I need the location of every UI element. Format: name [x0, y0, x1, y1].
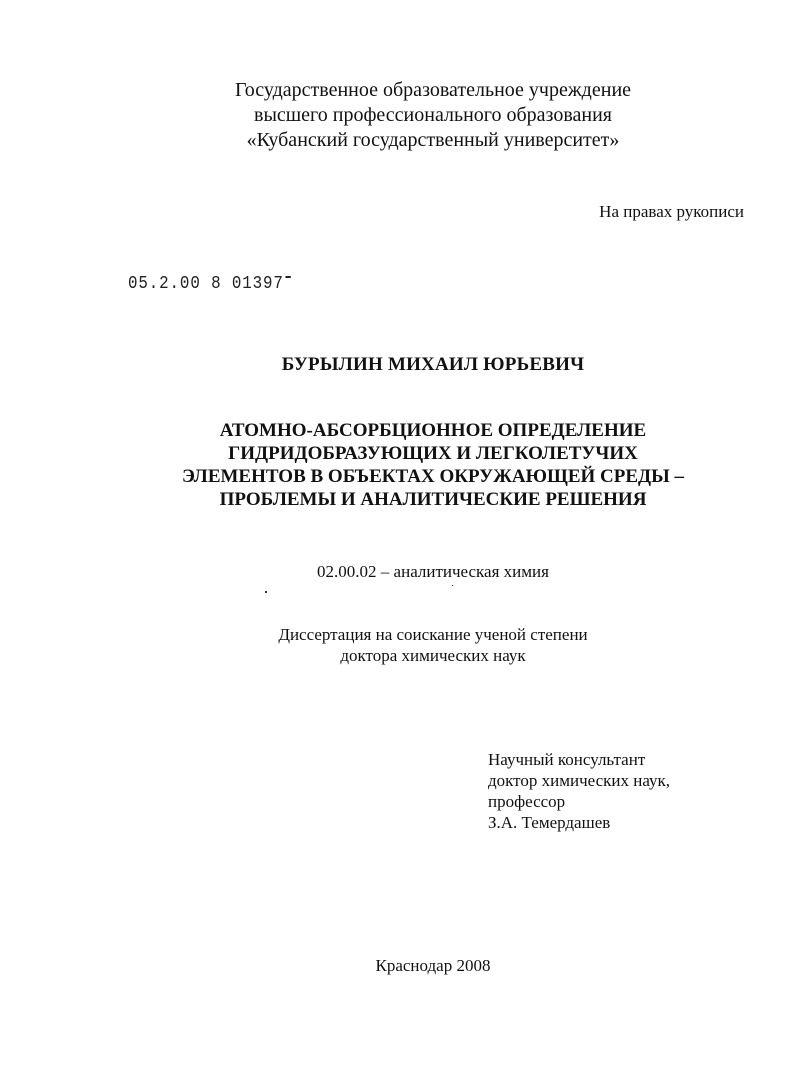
author-name: БУРЫЛИН МИХАИЛ ЮРЬЕВИЧ [281, 354, 585, 375]
city-year: Краснодар 2008 [375, 956, 491, 975]
degree-statement [0, 624, 792, 666]
consultant-line-1: Научный консультант [488, 750, 646, 769]
institution-line-1: Государственное образовательное учреждение [234, 79, 632, 101]
scientific-consultant [488, 749, 670, 833]
specialty-code: 02.00.02 – аналитическая химия [317, 562, 549, 581]
title-line-1: АТОМНО-АБСОРБЦИОННОЕ ОПРЕДЕЛЕНИЕ [219, 420, 647, 441]
degree-line-1: Диссертация на соискание ученой степени [278, 625, 588, 644]
dissertation-title [0, 419, 792, 511]
catalog-number: 05.2.00 8 01397 [128, 274, 284, 294]
consultant-line-2: доктор химических наук, [488, 771, 671, 790]
consultant-line-4: З.А. Темердашев [488, 813, 611, 832]
title-line-3: ЭЛЕМЕНТОВ В ОБЪЕКТАХ ОКРУЖАЮЩЕЙ СРЕДЫ – [181, 466, 685, 487]
stamp-mark [286, 276, 291, 278]
scan-speck [452, 585, 453, 586]
title-line-2: ГИДРИДОБРАЗУЮЩИХ И ЛЕГКОЛЕТУЧИХ [228, 443, 638, 464]
degree-line-2: доктора химических наук [340, 646, 526, 665]
institution-line-2: высшего профессионального образования [254, 104, 612, 126]
institution-line-3: «Кубанский государственный университет» [246, 129, 620, 151]
institution-header [0, 78, 792, 153]
title-line-4: ПРОБЛЕМЫ И АНАЛИТИЧЕСКИЕ РЕШЕНИЯ [219, 489, 647, 510]
scan-speck [265, 591, 267, 593]
catalog-stamp [128, 274, 291, 294]
consultant-line-3: профессор [488, 792, 566, 811]
manuscript-note: На правах рукописи [599, 202, 744, 221]
